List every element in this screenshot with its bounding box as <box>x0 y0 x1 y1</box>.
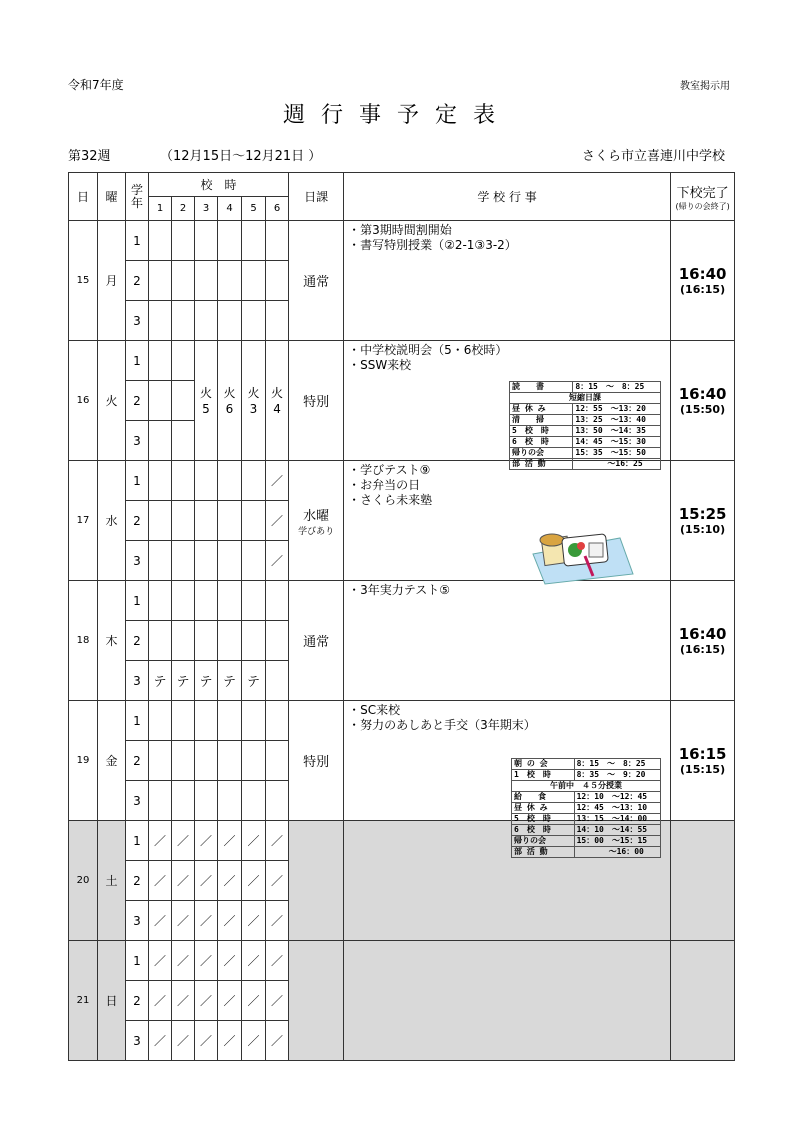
period-cell: ／ <box>218 861 242 901</box>
period-cell <box>218 781 242 821</box>
day-weekday: 木 <box>98 581 126 701</box>
period-header-2: 2 <box>172 197 195 221</box>
col-grade: 学年 <box>126 173 149 221</box>
period-cell: ／ <box>149 941 172 981</box>
period-cell <box>195 301 218 341</box>
timetable-label: 部 活 動 <box>510 459 573 470</box>
events-cell <box>344 221 671 341</box>
timetable-time: 14：10 ～14：55 <box>574 825 660 836</box>
period-cell <box>266 741 289 781</box>
timetable-caption: 短縮日課 <box>510 393 661 404</box>
period-cell <box>149 461 172 501</box>
timetable-time: ～16：25 <box>573 459 661 470</box>
period-cell <box>242 781 266 821</box>
timetable-label: 給 食 <box>512 792 575 803</box>
grade-cell: 1 <box>126 581 149 621</box>
end-time-cell: 16:40 (16:15) <box>671 221 735 341</box>
day-date: 16 <box>69 341 98 461</box>
timetable-time: 15：35 ～15：50 <box>573 448 661 459</box>
period-cell <box>266 221 289 261</box>
col-day: 日 <box>69 173 98 221</box>
grade-cell: 1 <box>126 461 149 501</box>
period-cell <box>218 221 242 261</box>
grade-cell: 1 <box>126 341 149 381</box>
period-cell <box>242 221 266 261</box>
timetable-label: 5 校 時 <box>512 814 575 825</box>
period-cell: ／ <box>149 1021 172 1061</box>
date-range: （12月15日～12月21日 ） <box>160 149 322 164</box>
period-cell: ／ <box>266 1021 289 1061</box>
period-cell: ／ <box>266 941 289 981</box>
period-cell <box>149 381 172 421</box>
period-cell: ／ <box>195 861 218 901</box>
events-cell <box>344 941 671 1061</box>
day-date: 15 <box>69 221 98 341</box>
period-cell <box>242 461 266 501</box>
swap-period-5: 火 3 <box>242 341 266 461</box>
page-title: 週行事予定表 <box>282 103 511 128</box>
period-cell: テ <box>218 661 242 701</box>
day-weekday: 土 <box>98 821 126 941</box>
timetable-caption: 午前中 ４５分授業 <box>512 781 661 792</box>
day-date: 18 <box>69 581 98 701</box>
period-cell <box>218 541 242 581</box>
end-time-cell: 16:40 (16:15) <box>671 581 735 701</box>
timetable-time: 12：55 ～13：20 <box>573 404 661 415</box>
event-item: ・SC来校 <box>348 703 401 717</box>
period-cell <box>218 461 242 501</box>
period-cell <box>266 261 289 301</box>
fiscal-year: 令和7年度 <box>68 78 124 92</box>
period-cell <box>218 261 242 301</box>
period-cell <box>149 621 172 661</box>
grade-cell: 3 <box>126 781 149 821</box>
timetable-label: 部 活 動 <box>512 847 575 858</box>
period-cell: ／ <box>149 861 172 901</box>
col-weekday: 曜 <box>98 173 126 221</box>
period-cell: ／ <box>266 541 289 581</box>
period-cell <box>172 421 195 461</box>
timetable-label: 1 校 時 <box>512 770 575 781</box>
grade-cell: 2 <box>126 381 149 421</box>
period-cell <box>242 621 266 661</box>
period-cell: ／ <box>172 901 195 941</box>
period-cell <box>172 501 195 541</box>
end-time-cell: 16:15 (15:15) <box>671 701 735 821</box>
col-period: 校 時 <box>149 173 289 197</box>
nikka-cell: 通常 <box>289 221 344 341</box>
period-cell: ／ <box>195 901 218 941</box>
period-cell: ／ <box>172 821 195 861</box>
period-cell: ／ <box>266 861 289 901</box>
nikka-cell: 通常 <box>289 581 344 701</box>
col-end: 下校完了 (帰りの会終了) <box>671 173 735 221</box>
period-cell <box>218 741 242 781</box>
period-cell <box>172 541 195 581</box>
period-cell: ／ <box>172 981 195 1021</box>
usage-note: 教室掲示用 <box>680 81 730 92</box>
nikka-cell: 特別 <box>289 341 344 461</box>
table-row <box>69 221 735 261</box>
event-item: ・3年実力テスト⑤ <box>348 583 450 597</box>
end-time-cell: 16:40 (15:50) <box>671 341 735 461</box>
grade-cell: 1 <box>126 821 149 861</box>
period-cell <box>195 221 218 261</box>
period-cell: ／ <box>172 861 195 901</box>
timetable-time: 8：35 ～ 9：20 <box>574 770 660 781</box>
timetable-label: 昼 休 み <box>512 803 575 814</box>
col-nikka: 日課 <box>289 173 344 221</box>
day-weekday: 水 <box>98 461 126 581</box>
grade-cell: 2 <box>126 501 149 541</box>
nikka-cell: 特別 <box>289 701 344 821</box>
timetable-time: 13：15 ～14：00 <box>574 814 660 825</box>
period-cell: ／ <box>218 1021 242 1061</box>
period-cell <box>172 581 195 621</box>
week-number: 第32週 <box>68 149 111 164</box>
schedule-table <box>68 172 735 1061</box>
period-cell <box>172 621 195 661</box>
period-cell <box>266 661 289 701</box>
period-cell: テ <box>242 661 266 701</box>
grade-cell: 3 <box>126 541 149 581</box>
day-date: 21 <box>69 941 98 1061</box>
event-item: ・第3期時間割開始 <box>348 223 452 237</box>
period-cell: ／ <box>195 981 218 1021</box>
period-cell: ／ <box>218 941 242 981</box>
period-cell: ／ <box>218 901 242 941</box>
period-cell: ／ <box>218 821 242 861</box>
swap-period-4: 火 6 <box>218 341 242 461</box>
end-time-cell <box>671 941 735 1061</box>
day-weekday: 金 <box>98 701 126 821</box>
period-cell <box>172 381 195 421</box>
table-row <box>69 941 735 981</box>
nikka-cell <box>289 941 344 1061</box>
timetable-time: 12：45 ～13：10 <box>574 803 660 814</box>
day-weekday: 月 <box>98 221 126 341</box>
period-header-4: 4 <box>218 197 242 221</box>
period-cell <box>266 301 289 341</box>
period-cell <box>218 701 242 741</box>
period-cell: ／ <box>149 901 172 941</box>
timetable-time: 15：00 ～15：15 <box>574 836 660 847</box>
event-item: ・中学校説明会（5・6校時） <box>348 343 508 357</box>
period-cell <box>218 301 242 341</box>
grade-cell: 1 <box>126 701 149 741</box>
period-cell <box>172 701 195 741</box>
nikka-cell <box>289 821 344 941</box>
event-item: ・さくら未来塾 <box>348 493 433 507</box>
timetable-label: 読 書 <box>510 382 573 393</box>
period-cell <box>195 621 218 661</box>
period-cell <box>266 581 289 621</box>
period-cell: ／ <box>149 981 172 1021</box>
grade-cell: 2 <box>126 861 149 901</box>
grade-cell: 3 <box>126 301 149 341</box>
period-cell <box>266 621 289 661</box>
swap-period-3: 火 5 <box>195 341 218 461</box>
period-cell <box>149 261 172 301</box>
grade-cell: 2 <box>126 261 149 301</box>
period-cell: ／ <box>149 821 172 861</box>
period-cell <box>195 581 218 621</box>
end-time-cell: 15:25 (15:10) <box>671 461 735 581</box>
timetable-time: 8：15 ～ 8：25 <box>573 382 661 393</box>
grade-cell: 2 <box>126 981 149 1021</box>
period-cell <box>172 221 195 261</box>
period-cell: ／ <box>242 981 266 1021</box>
event-item: ・お弁当の日 <box>348 478 421 492</box>
period-header-5: 5 <box>242 197 266 221</box>
bento-box-illustration <box>525 516 635 586</box>
period-cell <box>149 541 172 581</box>
period-cell: ／ <box>195 821 218 861</box>
nikka-cell: 水曜 学びあり <box>289 461 344 581</box>
period-cell <box>195 461 218 501</box>
period-cell <box>149 501 172 541</box>
period-cell <box>149 421 172 461</box>
timetable-time: 14：45 ～15：30 <box>573 437 661 448</box>
col-events: 学 校 行 事 <box>344 173 671 221</box>
day-weekday: 日 <box>98 941 126 1061</box>
event-item: ・学びテスト⑨ <box>348 463 431 477</box>
timetable-label: 帰りの会 <box>512 836 575 847</box>
period-cell: ／ <box>195 941 218 981</box>
timetable-time: 13：50 ～14：35 <box>573 426 661 437</box>
period-cell <box>149 741 172 781</box>
period-cell: ／ <box>266 981 289 1021</box>
period-cell <box>218 621 242 661</box>
period-cell <box>149 781 172 821</box>
grade-cell: 1 <box>126 221 149 261</box>
period-cell <box>266 781 289 821</box>
period-cell: ／ <box>266 821 289 861</box>
period-cell <box>242 581 266 621</box>
period-cell <box>149 581 172 621</box>
period-cell: ／ <box>242 941 266 981</box>
event-item: ・SSW来校 <box>348 358 412 372</box>
period-cell <box>195 261 218 301</box>
period-cell: ／ <box>242 861 266 901</box>
period-cell <box>149 701 172 741</box>
timetable-label: 清 掃 <box>510 415 573 426</box>
end-time-cell <box>671 821 735 941</box>
period-cell: ／ <box>195 1021 218 1061</box>
swap-period-6: 火 4 <box>266 341 289 461</box>
timetable-label: 朝 の 会 <box>512 759 575 770</box>
period-cell: テ <box>149 661 172 701</box>
period-cell <box>195 541 218 581</box>
table-row <box>69 701 735 741</box>
event-item: ・書写特別授業（②2-1③3-2） <box>348 238 517 252</box>
period-cell <box>242 701 266 741</box>
period-cell <box>242 541 266 581</box>
period-cell: ／ <box>172 941 195 981</box>
timetable-label: 6 校 時 <box>512 825 575 836</box>
timetable-time: 8：15 ～ 8：25 <box>574 759 660 770</box>
timetable-label: 6 校 時 <box>510 437 573 448</box>
period-cell <box>172 301 195 341</box>
grade-cell: 3 <box>126 901 149 941</box>
day-date: 20 <box>69 821 98 941</box>
timetable-label: 昼 休 み <box>510 404 573 415</box>
tuesday-timetable <box>509 381 661 470</box>
grade-cell: 3 <box>126 1021 149 1061</box>
timetable-label: 帰りの会 <box>510 448 573 459</box>
period-header-1: 1 <box>149 197 172 221</box>
school-name: さくら市立喜連川中学校 <box>582 149 726 164</box>
day-date: 19 <box>69 701 98 821</box>
period-cell: ／ <box>242 1021 266 1061</box>
period-cell: ／ <box>218 981 242 1021</box>
grade-cell: 3 <box>126 421 149 461</box>
period-cell: テ <box>195 661 218 701</box>
timetable-time: 13：25 ～13：40 <box>573 415 661 426</box>
timetable-time: ～16：00 <box>574 847 660 858</box>
period-cell <box>172 461 195 501</box>
period-cell <box>195 741 218 781</box>
period-cell: ／ <box>242 901 266 941</box>
period-cell <box>195 701 218 741</box>
period-cell <box>149 301 172 341</box>
period-cell <box>242 301 266 341</box>
period-cell <box>195 781 218 821</box>
period-header-3: 3 <box>195 197 218 221</box>
period-cell: ／ <box>266 901 289 941</box>
period-cell: ／ <box>242 821 266 861</box>
grade-cell: 2 <box>126 621 149 661</box>
period-cell <box>242 741 266 781</box>
period-cell: ／ <box>172 1021 195 1061</box>
grade-cell: 1 <box>126 941 149 981</box>
period-cell <box>218 501 242 541</box>
period-cell <box>172 741 195 781</box>
period-cell: ／ <box>266 501 289 541</box>
period-header-6: 6 <box>266 197 289 221</box>
period-cell <box>149 221 172 261</box>
timetable-label: 5 校 時 <box>510 426 573 437</box>
event-item: ・努力のあしあと手交（3年期末） <box>348 718 536 732</box>
events-cell <box>344 581 671 701</box>
period-cell <box>149 341 172 381</box>
friday-timetable <box>511 758 661 858</box>
day-weekday: 火 <box>98 341 126 461</box>
period-cell: ／ <box>266 461 289 501</box>
period-cell <box>242 261 266 301</box>
period-cell <box>266 701 289 741</box>
period-cell <box>172 261 195 301</box>
timetable-time: 12：10 ～12：45 <box>574 792 660 803</box>
day-date: 17 <box>69 461 98 581</box>
table-row <box>69 581 735 621</box>
period-cell <box>242 501 266 541</box>
grade-cell: 2 <box>126 741 149 781</box>
period-cell <box>195 501 218 541</box>
period-cell <box>172 341 195 381</box>
table-row <box>69 341 735 381</box>
period-cell <box>172 781 195 821</box>
period-cell <box>218 581 242 621</box>
period-cell: テ <box>172 661 195 701</box>
grade-cell: 3 <box>126 661 149 701</box>
